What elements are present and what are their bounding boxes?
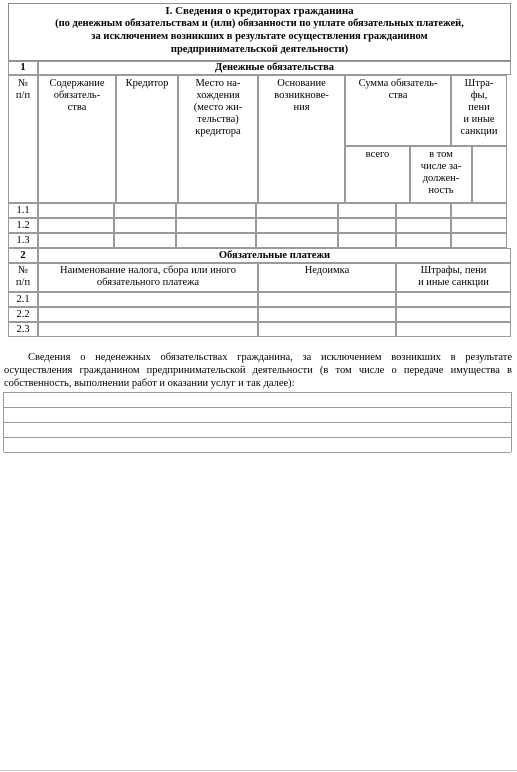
row-cell-fines (451, 218, 507, 233)
row-cell-name (38, 292, 258, 307)
col-header-basis-label: Основание возникнове- ния (274, 78, 329, 113)
table1-title: Денежные обязательства (215, 62, 334, 73)
row-cell-sum-debt (396, 233, 451, 248)
row-cell-creditor (114, 203, 176, 218)
row-number: 2.1 (8, 292, 38, 307)
col-header-sum-label: Сумма обязатель- ства (358, 78, 438, 101)
col-header-content (38, 75, 116, 203)
section-subtitle-2: за исключением возникших в результате осуществления гражданином (91, 31, 428, 42)
t2-col-header-arrears-label: Недоимка (304, 265, 350, 276)
nonmonetary-paragraph: Сведения о неденежных обязательствах гражданина, за исключением возникших в результате осуществления гражданином предпринимательской деятельности (в том числе о передаче имущества в собственность, выполнении работ и оказании услуг и так далее): (4, 352, 512, 389)
row-cell-creditor (114, 233, 176, 248)
row-cell-name (38, 307, 258, 322)
row-cell-content (38, 218, 114, 233)
row-cell-sum-total (338, 233, 396, 248)
page-bottom-divider (0, 770, 517, 771)
section-subtitle-3: предпринимательской деятельности) (170, 44, 349, 55)
col-header-content-label: Содержание обязатель- ства (49, 78, 105, 113)
row-cell-fines (396, 292, 511, 307)
row-cell-fines (396, 307, 511, 322)
col-header-basis (258, 75, 345, 203)
col-header-sum-total (345, 146, 410, 203)
row-number: 1.2 (8, 218, 38, 233)
section-subtitle-1: (по денежным обязательствам и (или) обязанности по уплате обязательных платежей, (55, 18, 464, 29)
row-cell-fines (396, 322, 511, 337)
row-number: 2.3 (8, 322, 38, 337)
t2-col-header-arrears (258, 263, 396, 292)
col-header-place (178, 75, 258, 203)
col-header-creditor (116, 75, 178, 203)
nonmonetary-lines (3, 392, 512, 452)
row-number: 1.1 (8, 203, 38, 218)
row-cell-basis (256, 233, 338, 248)
row-cell-arrears (258, 322, 396, 337)
row-cell-arrears (258, 307, 396, 322)
row-cell-content (38, 233, 114, 248)
row-cell-fines (451, 203, 507, 218)
writing-line (4, 437, 511, 438)
row-cell-sum-total (338, 218, 396, 233)
row-cell-name (38, 322, 258, 337)
row-cell-arrears (258, 292, 396, 307)
row-number: 2.2 (8, 307, 38, 322)
t2-col-header-name-label: Наименование налога, сбора или иного обязательного платежа (60, 265, 236, 288)
table1-number: 1 (20, 62, 26, 73)
row-cell-sum-debt (396, 203, 451, 218)
row-cell-sum-total (338, 203, 396, 218)
col-header-sum-debt-label: в том числе за- должен- ность (420, 149, 462, 196)
t2-col-header-fines-label: Штрафы, пени и иные санкции (418, 265, 489, 288)
row-cell-content (38, 203, 114, 218)
row-cell-creditor (114, 218, 176, 233)
col-header-creditor-label: Кредитор (125, 78, 169, 89)
col-header-number-label: № п/п (15, 78, 31, 101)
col-header-fines (451, 75, 507, 146)
writing-line (4, 407, 511, 408)
table2-title: Обязательные платежи (218, 250, 331, 261)
col-header-sum-debt (410, 146, 472, 203)
section-title: I. Сведения о кредиторах гражданина (165, 5, 354, 17)
t2-col-header-number (8, 263, 38, 292)
row-cell-basis (256, 218, 338, 233)
row-cell-sum-debt (396, 218, 451, 233)
row-cell-fines (451, 233, 507, 248)
row-number: 1.3 (8, 233, 38, 248)
row-cell-place (176, 218, 256, 233)
col-header-sum (345, 75, 451, 146)
t2-col-header-number-label: № п/п (15, 265, 31, 288)
table1-number-cell (8, 61, 38, 75)
writing-line (4, 422, 511, 423)
t2-col-header-fines (396, 263, 511, 292)
col-header-sum-total-label: всего (365, 149, 390, 160)
table2-number-cell (8, 248, 38, 263)
col-header-number (8, 75, 38, 203)
row-cell-place (176, 233, 256, 248)
table2-number: 2 (20, 250, 26, 261)
writing-line (4, 452, 511, 453)
t2-col-header-name (38, 263, 258, 292)
row-cell-basis (256, 203, 338, 218)
col-header-place-label: Место на- хождения (место жи- тельства) кредитора (193, 78, 243, 137)
table1-title-cell (38, 61, 511, 75)
table2-title-cell (38, 248, 511, 263)
col-header-fines-sub (472, 146, 507, 203)
row-cell-place (176, 203, 256, 218)
col-header-fines-label: Штра- фы, пени и иные санкции (460, 78, 498, 137)
